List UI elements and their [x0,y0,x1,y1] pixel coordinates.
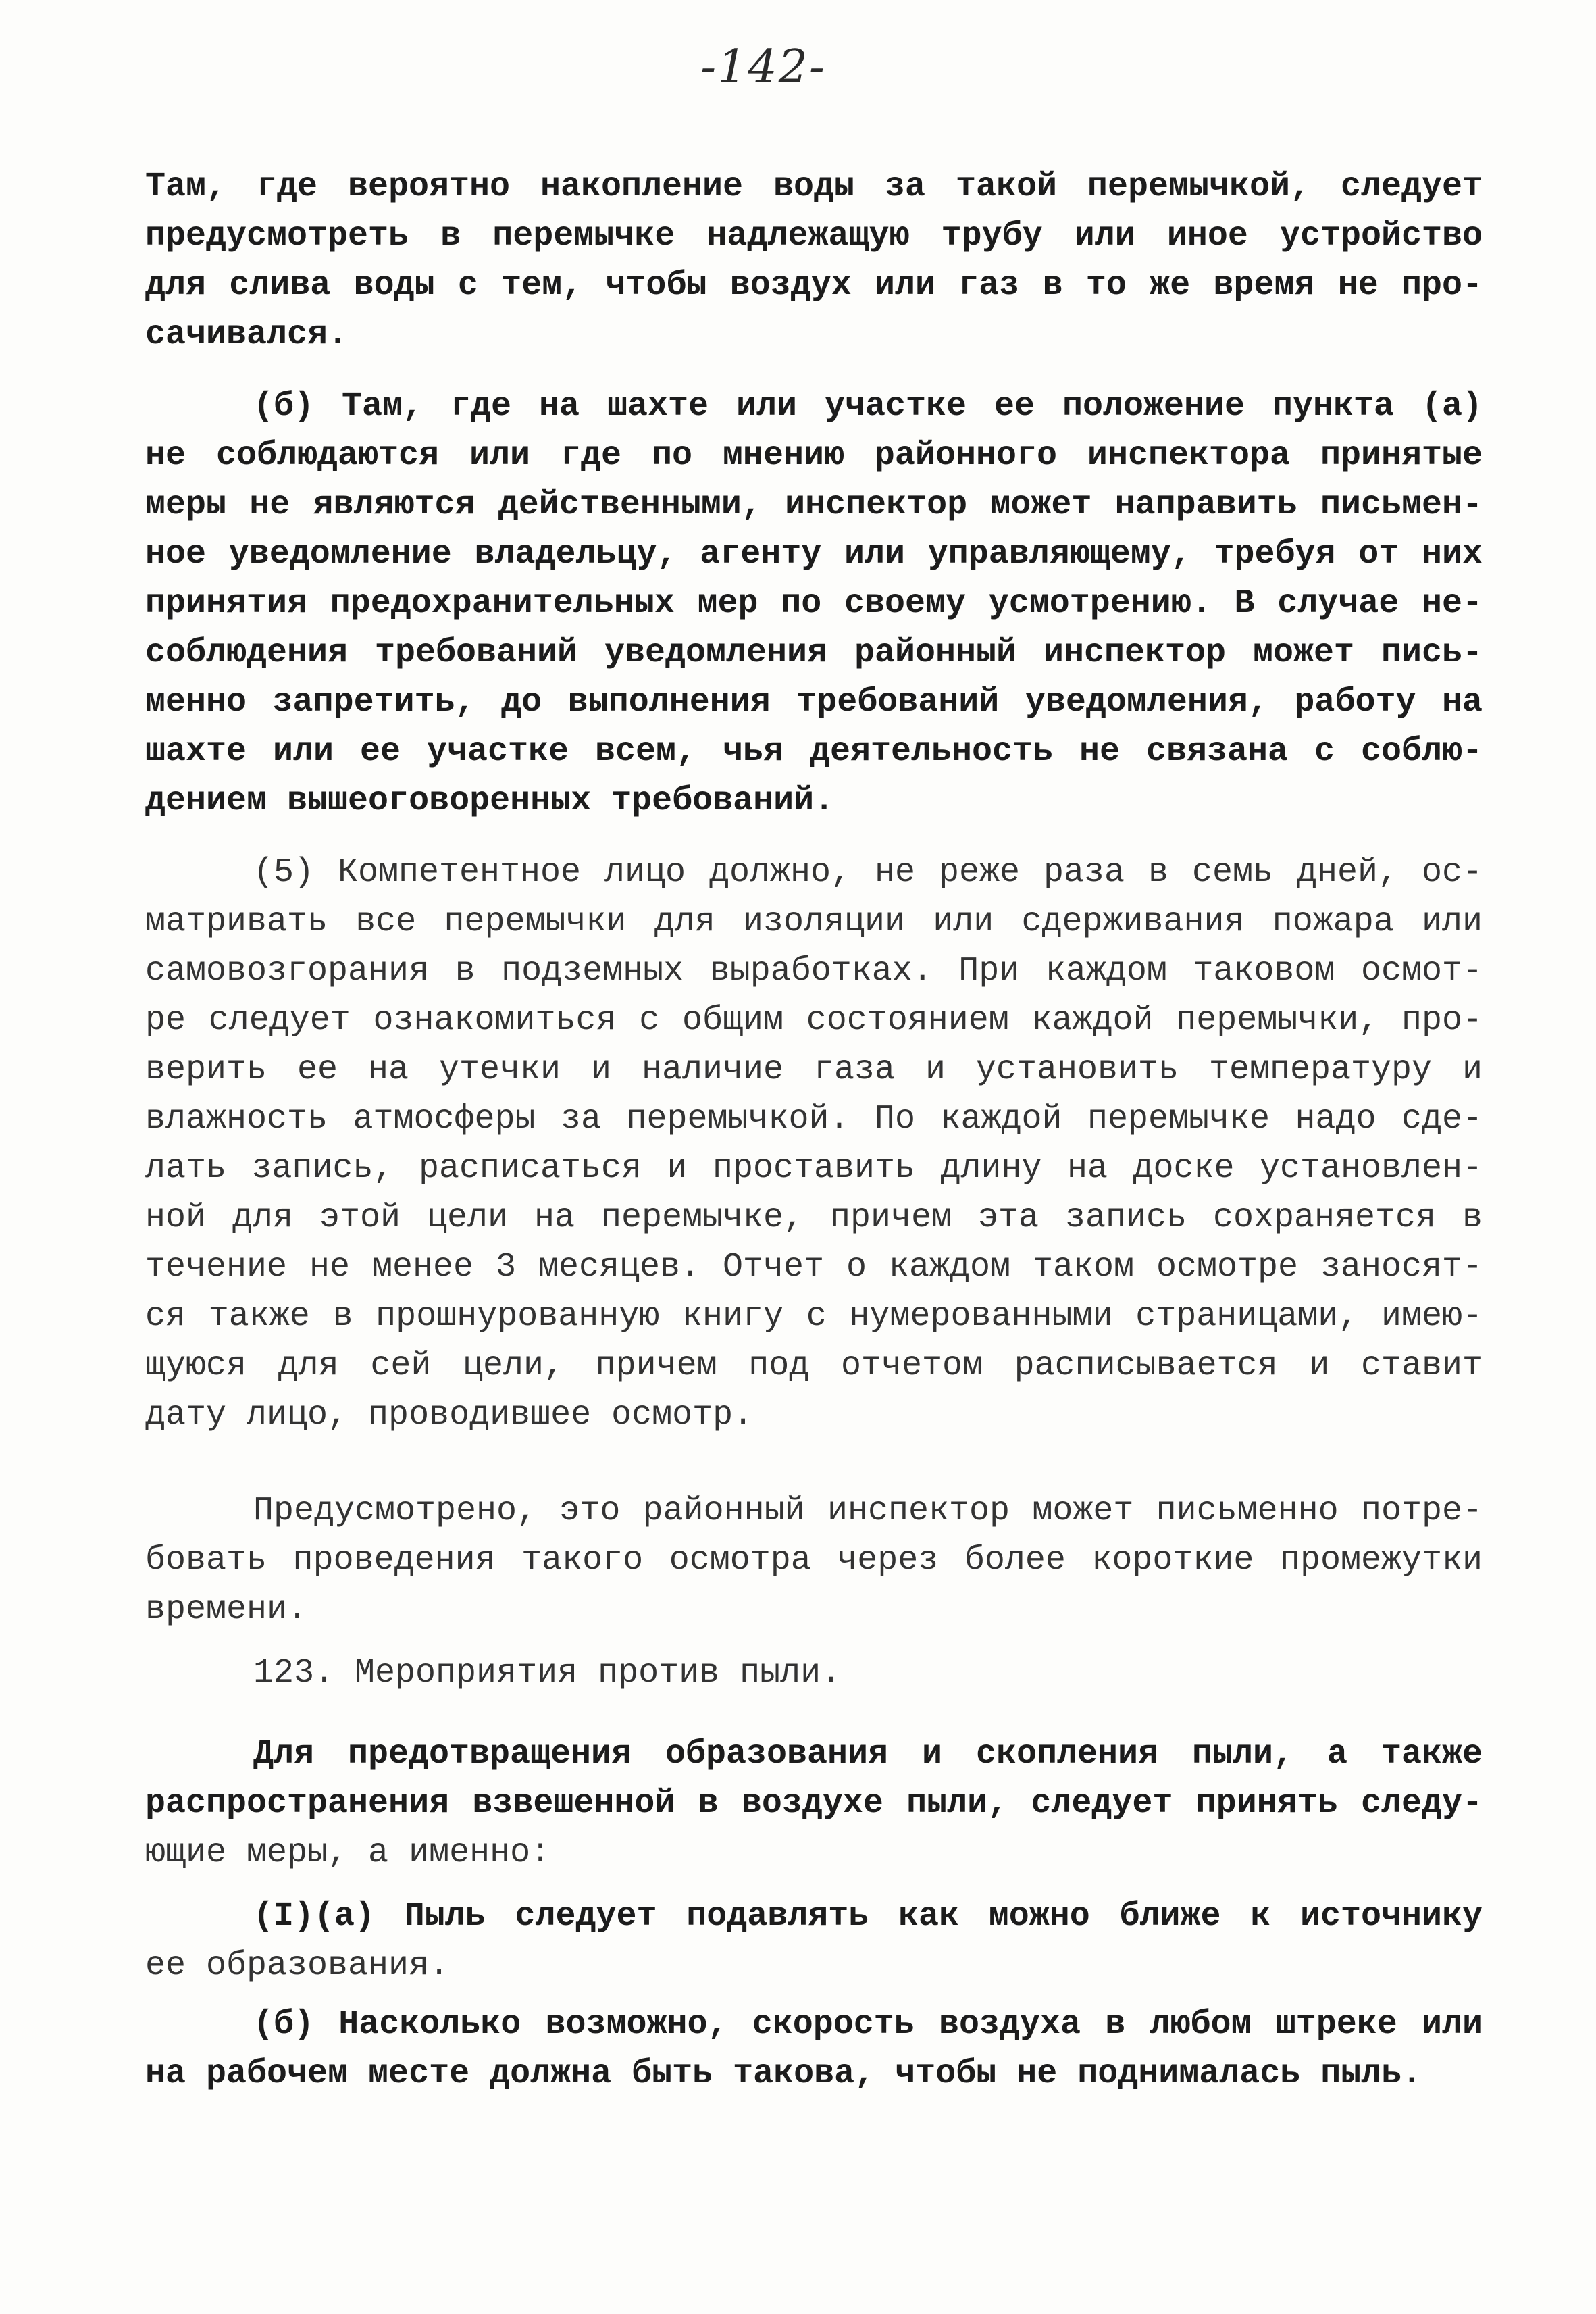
text-line: на рабочем месте должна быть такова, чтобы не поднималась пыль. [145,2055,1422,2093]
text-line: верить ее на утечки и наличие газа и установить температуру и [145,1051,1483,1089]
text-line: ной для этой цели на перемычке, причем эта запись сохраняется в [145,1199,1483,1237]
text-line: бовать проведения такого осмотра через более короткие промежутки [145,1541,1483,1580]
paragraph-6 [145,1730,1483,1878]
paragraph-7 [145,1892,1483,1990]
text-line: (б) Там, где на шахте или участке ее положение пункта (а) [253,387,1483,426]
text-line: матривать все перемычки для изоляции или сдерживания пожара или [145,903,1483,941]
paragraph-3 [145,848,1483,1440]
section-heading: 123. Мероприятия против пыли. [253,1654,842,1692]
text-line: (б) Насколько возможно, скорость воздуха в любом штреке или [253,2005,1483,2044]
text-line: распространения взвешенной в воздухе пыли, следует принять следу- [145,1784,1483,1823]
text-line: Там, где вероятно накопление воды за такой перемычкой, следует [145,168,1483,206]
text-line: дату лицо, проводившее осмотр. [145,1396,754,1434]
text-line: Предусмотрено, это районный инспектор может письменно потре- [253,1492,1483,1530]
text-line: течение не менее 3 месяцев. Отчет о каждом таком осмотре заносят- [145,1248,1483,1286]
text-line: не соблюдаются или где по мнению районного инспектора принятые [145,436,1483,475]
paragraph-1 [145,162,1483,359]
text-line: ное уведомление владельцу, агенту или управляющему, требуя от них [145,535,1483,574]
text-line: времени. [145,1590,308,1629]
paragraph-4 [145,1486,1483,1634]
text-line: (5) Компетентное лицо должно, не реже раза в семь дней, ос- [253,853,1483,892]
text-line: шахте или ее участке всем, чья деятельность не связана с соблю- [145,732,1483,771]
text-line: щуюся для сей цели, причем под отчетом расписывается и ставит [145,1347,1483,1385]
text-line: дением вышеоговоренных требований. [145,782,835,820]
text-line: предусмотреть в перемычке надлежащую трубу или иное устройство [145,217,1483,255]
text-line: самовозгорания в подземных выработках. При каждом таковом осмот- [145,952,1483,990]
paragraph-2 [145,382,1483,826]
text-line: влажность атмосферы за перемычкой. По каждой перемычке надо сде- [145,1100,1483,1138]
text-line: меры не являются действенными, инспектор может направить письмен- [145,486,1483,524]
text-line: сачивался. [145,316,349,354]
text-line: принятия предохранительных мер по своему усмотрению. В случае не- [145,584,1483,623]
section-heading-123 [145,1649,1483,1698]
text-line: (I)(а) Пыль следует подавлять как можно ближе к источнику [253,1897,1483,1936]
paragraph-8 [145,2000,1483,2098]
text-line: ре следует ознакомиться с общим состоянием каждой перемычки, про- [145,1001,1483,1040]
text-line: лать запись, расписаться и проставить длину на доске установлен- [145,1149,1483,1188]
text-line: менно запретить, до выполнения требований уведомления, работу на [145,683,1483,722]
text-line: ся также в прошнурованную книгу с нумерованными страницами, имею- [145,1297,1483,1336]
text-line: Для предотвращения образования и скопления пыли, а также [253,1735,1483,1774]
text-line: ющие меры, а именно: [145,1834,551,1872]
page-number: -142- [700,41,826,94]
text-line: ее образования. [145,1946,450,1985]
text-line: соблюдения требований уведомления районный инспектор может пись- [145,634,1483,672]
text-line: для слива воды с тем, чтобы воздух или газ в то же время не про- [145,266,1483,305]
